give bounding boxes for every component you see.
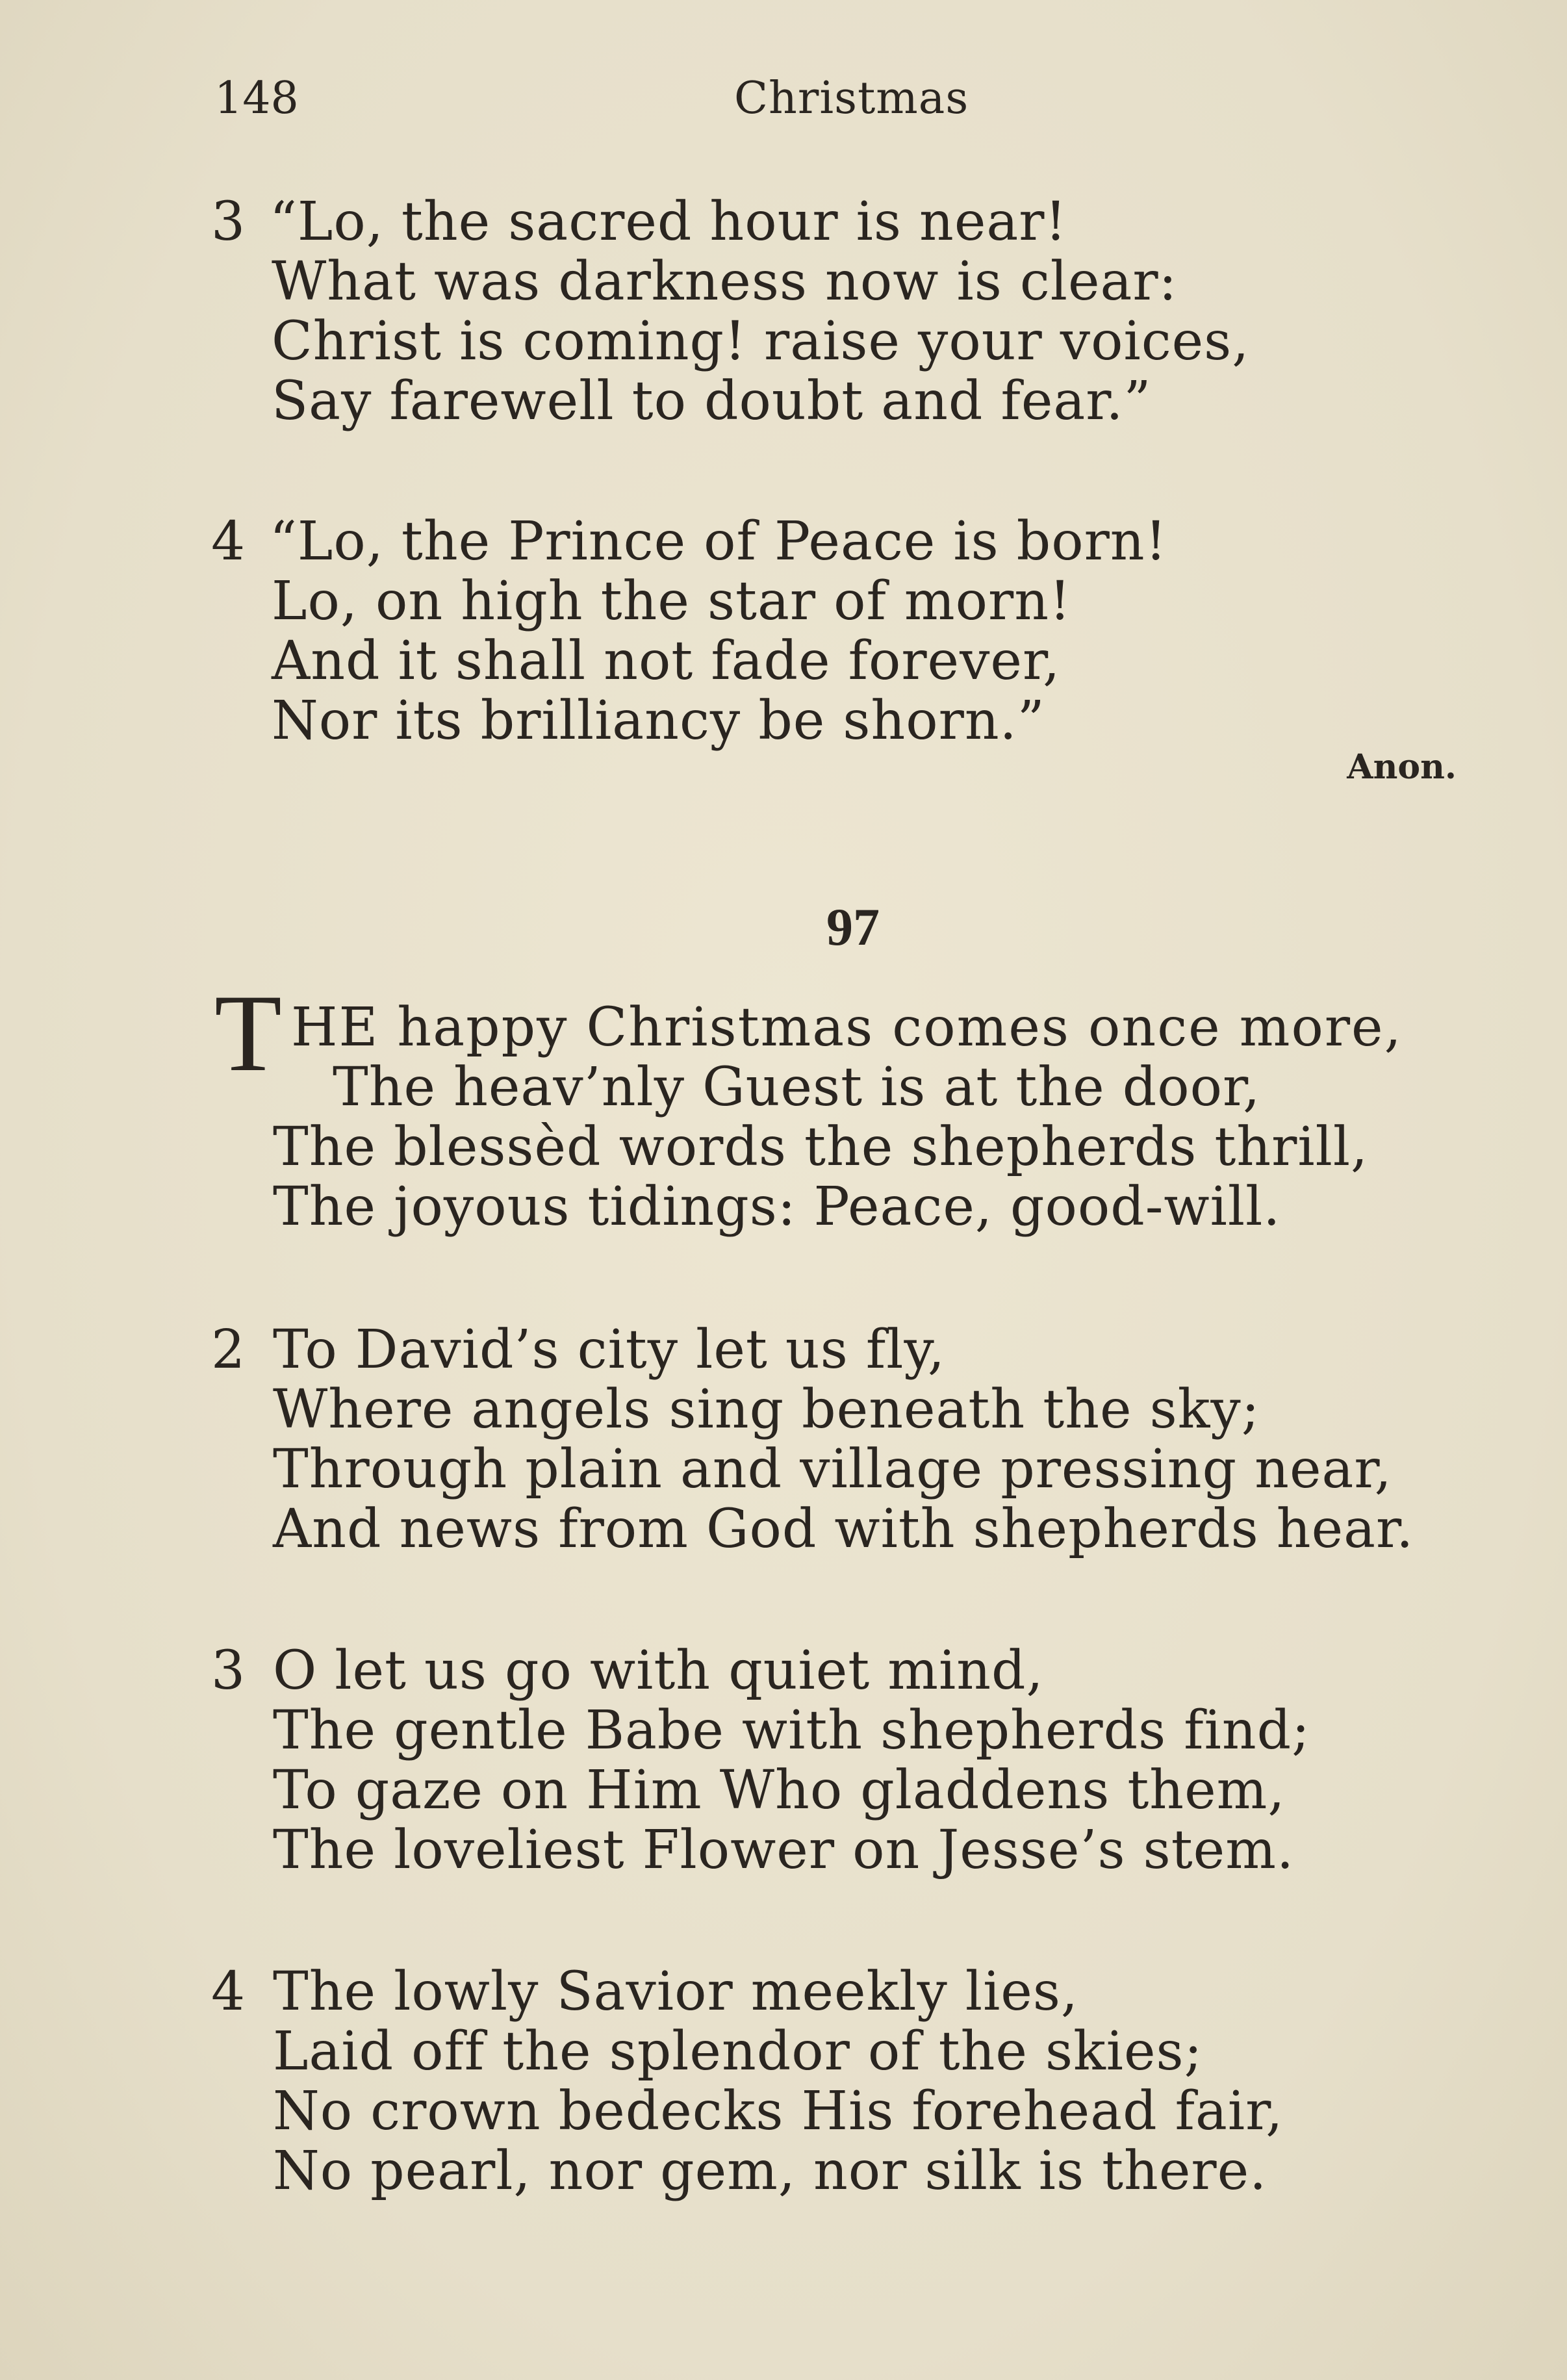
- verse-line: HE happy Christmas comes once more,: [291, 997, 1403, 1058]
- verse-line: The joyous tidings: Peace, good-will.: [273, 1176, 1281, 1238]
- verse-line: And news from God with shepherds hear.: [273, 1498, 1414, 1560]
- page-number: 148: [214, 73, 299, 124]
- verse-line: The loveliest Flower on Jesse’s stem.: [273, 1819, 1295, 1881]
- stanza-number: 4: [211, 1961, 246, 2023]
- verse-line: No pearl, nor gem, nor silk is there.: [273, 2140, 1268, 2202]
- verse-line: The lowly Savior meekly lies,: [273, 1961, 1078, 2023]
- verse-line: The blessèd words the shepherds thrill,: [273, 1116, 1369, 1178]
- verse-line: Nor its brilliancy be shorn.”: [272, 690, 1045, 752]
- stanza-number: 2: [211, 1319, 246, 1381]
- verse-line: O let us go with quiet mind,: [273, 1640, 1044, 1702]
- verse-line: Say farewell to doubt and fear.”: [272, 370, 1152, 432]
- drop-cap: T: [214, 972, 282, 1094]
- attribution: Anon.: [1347, 747, 1457, 787]
- verse-line: Laid off the splendor of the skies;: [273, 2021, 1203, 2082]
- hymn-number: 97: [826, 897, 880, 956]
- verse-line: “Lo, the sacred hour is near!: [270, 191, 1067, 253]
- stanza-number: 4: [211, 511, 246, 572]
- verse-line: To gaze on Him Who gladdens them,: [273, 1759, 1286, 1821]
- verse-line: No crown bedecks His forehead fair,: [273, 2080, 1284, 2142]
- verse-line: Through plain and village pressing near,: [273, 1439, 1392, 1500]
- verse-line: Christ is coming! raise your voices,: [272, 311, 1250, 372]
- stanza-number: 3: [211, 191, 246, 253]
- verse-line: “Lo, the Prince of Peace is born!: [270, 511, 1167, 572]
- running-title: Christmas: [734, 73, 969, 124]
- verse-line: The gentle Babe with shepherds find;: [273, 1700, 1310, 1761]
- stanza-number: 3: [211, 1640, 246, 1702]
- verse-line: To David’s city let us fly,: [273, 1319, 945, 1381]
- verse-line: Lo, on high the star of morn!: [272, 570, 1072, 632]
- verse-line: Where angels sing beneath the sky;: [273, 1379, 1260, 1440]
- verse-line: The heav’nly Guest is at the door,: [333, 1056, 1261, 1118]
- verse-line: What was darkness now is clear:: [272, 251, 1178, 313]
- verse-line: And it shall not fade forever,: [272, 630, 1061, 692]
